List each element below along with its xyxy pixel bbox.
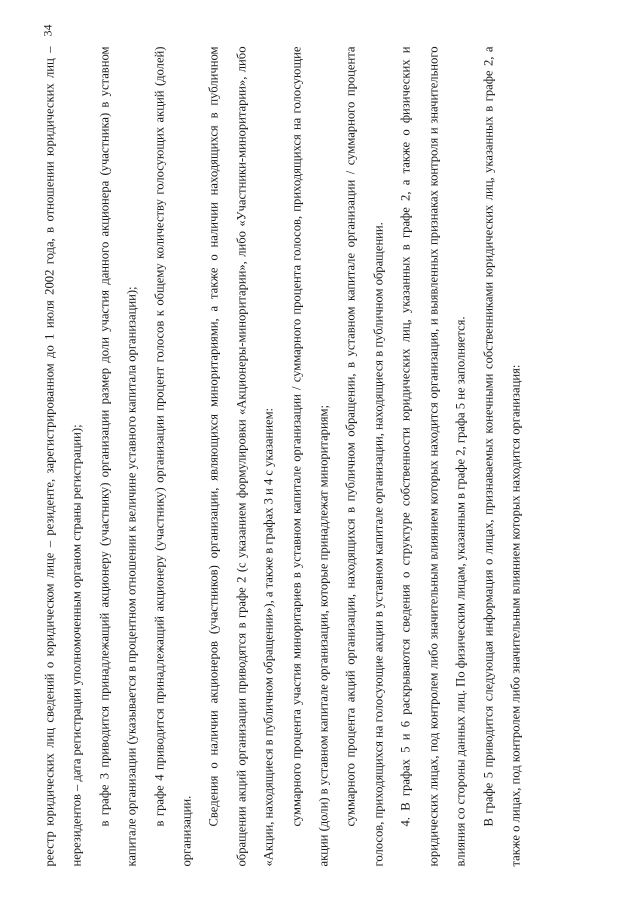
- paragraph-column-3: в графе 3 приводится принадлежащий акционеру (участнику) организации размер доли участия данного акционера (участника) в уставном капитале организации (указывается в процентном отношении к величине уставного капитала организации);: [97, 46, 139, 867]
- paragraph-column-4: в графе 4 приводится принадлежащий акционеру (участнику) организации процент голосов к общему количеству голосующих акций (долей) организации.: [152, 46, 194, 867]
- paragraph-minority-shareholders: Сведения о наличии акционеров (участников) организации, являющихся миноритариями, а также о наличии находящихся в публичном обращении акций организации приводятся в графе 2 (с указанием формулировки «Акционеры-миноритарии», либо «Участники-миноритарии», либо «Акции, находящиеся в публичном обращении»), а также в графах 3 и 4 с указанием:: [206, 46, 276, 867]
- rotated-content: [1, 0, 640, 905]
- document-body: [37, 47, 530, 867]
- page-number: 34: [40, 24, 55, 37]
- paragraph-columns-5-6: 4. В графах 5 и 6 раскрываются сведения о структуре собственности юридических лиц, указанных в графе 2, а также о физических и юридических лицах, под контролем либо значительным влиянием которых находится организация, и выявленных признаках контроля и значительного влияния со стороны данных лиц. По физическим лицам, указанным в графе 2, графа 5 не заполняется.: [398, 46, 468, 867]
- paragraph-column-5: В графе 5 приводится следующая информация о лицах, признаваемых конечными собственниками юридических лиц, указанных в графе 2, а также о лицах, под контролем либо значительным влиянием которых находится организация:: [481, 46, 523, 867]
- paragraph-public-shares-total: суммарного процента акций организации, находящихся в публичном обращении, в уставном капитале организации / суммарного процента голосов, приходящихся на голосующие акции в уставном капитале организации, находящиеся в публичном обращении.: [343, 46, 386, 867]
- paragraph-registration-date: реестр юридических лиц сведений о юридическом лице – резиденте, зарегистрированном до 1 июля 2002 года, в отношении юридических лиц – нерезидентов – дата регистрации уполномоченным органом страны регистрации);: [42, 46, 84, 867]
- paragraph-minority-total: суммарного процента участия миноритариев в уставном капитале организации / суммарного процента голосов, приходящихся на голосующие акции (доли) в уставном капитале организации, которые принадлежат миноритариям;: [289, 46, 331, 867]
